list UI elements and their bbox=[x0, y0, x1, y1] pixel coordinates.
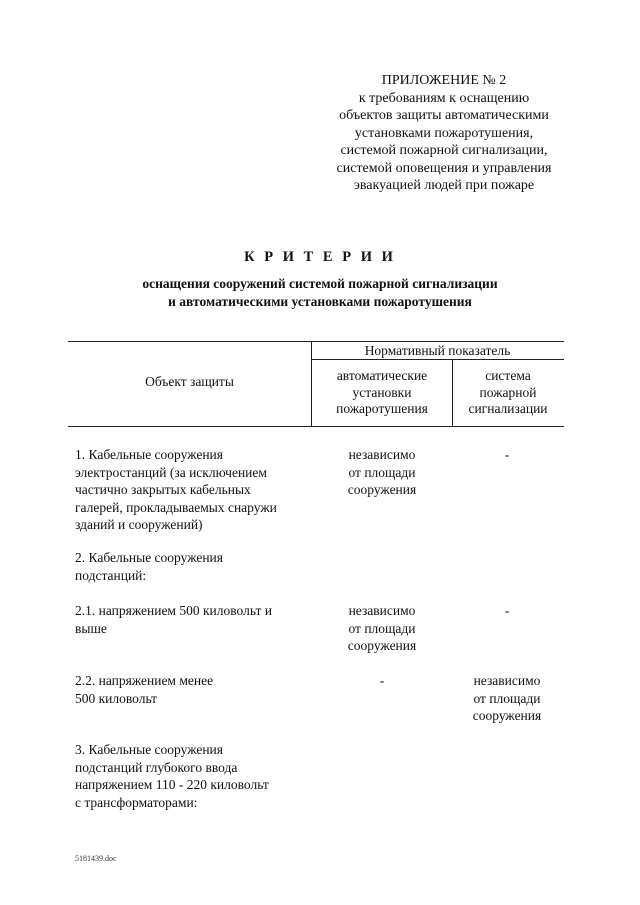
table-row-auto-value: - bbox=[379, 673, 385, 688]
subtitle-line: оснащения сооружений системой пожарной сигнализации bbox=[142, 276, 498, 291]
table-row-alarm-value: независимо от площади сооружения bbox=[472, 673, 542, 723]
header-normative: Нормативный показатель bbox=[364, 343, 511, 358]
appendix-line: к требованиям к оснащению bbox=[358, 90, 530, 106]
table-row-alarm-value: - bbox=[504, 447, 510, 462]
appendix-line: системой оповещения и управления bbox=[336, 160, 552, 176]
header-auto-extinguishing: автоматические установки пожаротушения bbox=[336, 368, 428, 416]
appendix-header bbox=[300, 72, 588, 195]
appendix-line: системой пожарной сигнализации, bbox=[340, 143, 548, 158]
table-row-object: 2. Кабельные сооружения подстанций: bbox=[75, 550, 223, 583]
subtitle-line: и автоматическими установками пожаротушения bbox=[168, 294, 472, 309]
table-row-object: 3. Кабельные сооружения подстанций глубокого ввода напряжением 110 - 220 киловольт с трансформаторами: bbox=[75, 742, 269, 810]
document-title: К Р И Т Е Р И И bbox=[244, 249, 396, 265]
appendix-line: объектов защиты автоматическими bbox=[339, 108, 549, 123]
table-row-object: 2.1. напряжением 500 киловольт и выше bbox=[75, 603, 272, 636]
table-header-bottom-rule bbox=[68, 426, 564, 427]
table-row-auto-value: независимо от площади сооружения bbox=[347, 603, 417, 653]
appendix-line: эвакуацией людей при пожаре bbox=[353, 178, 535, 193]
document-subtitle bbox=[0, 275, 640, 311]
footer-filename: 5181439.doc bbox=[75, 854, 117, 863]
appendix-title: ПРИЛОЖЕНИЕ № 2 bbox=[381, 73, 507, 88]
table-row-object: 2.2. напряжением менее 500 киловольт bbox=[75, 673, 214, 706]
table-row-auto-value: независимо от площади сооружения bbox=[347, 447, 417, 497]
table-row-alarm-value: - bbox=[504, 603, 510, 618]
table-top-rule bbox=[68, 341, 564, 342]
appendix-line: установками пожаротушения, bbox=[354, 125, 534, 141]
table-row-object: 1. Кабельные сооружения электростанций (за исключением частично закрытых кабельных галерей, прокладываемых снаружи зданий и сооружений) bbox=[75, 447, 277, 532]
header-object: Объект защиты bbox=[145, 374, 234, 389]
header-fire-alarm: система пожарной сигнализации bbox=[468, 368, 548, 416]
